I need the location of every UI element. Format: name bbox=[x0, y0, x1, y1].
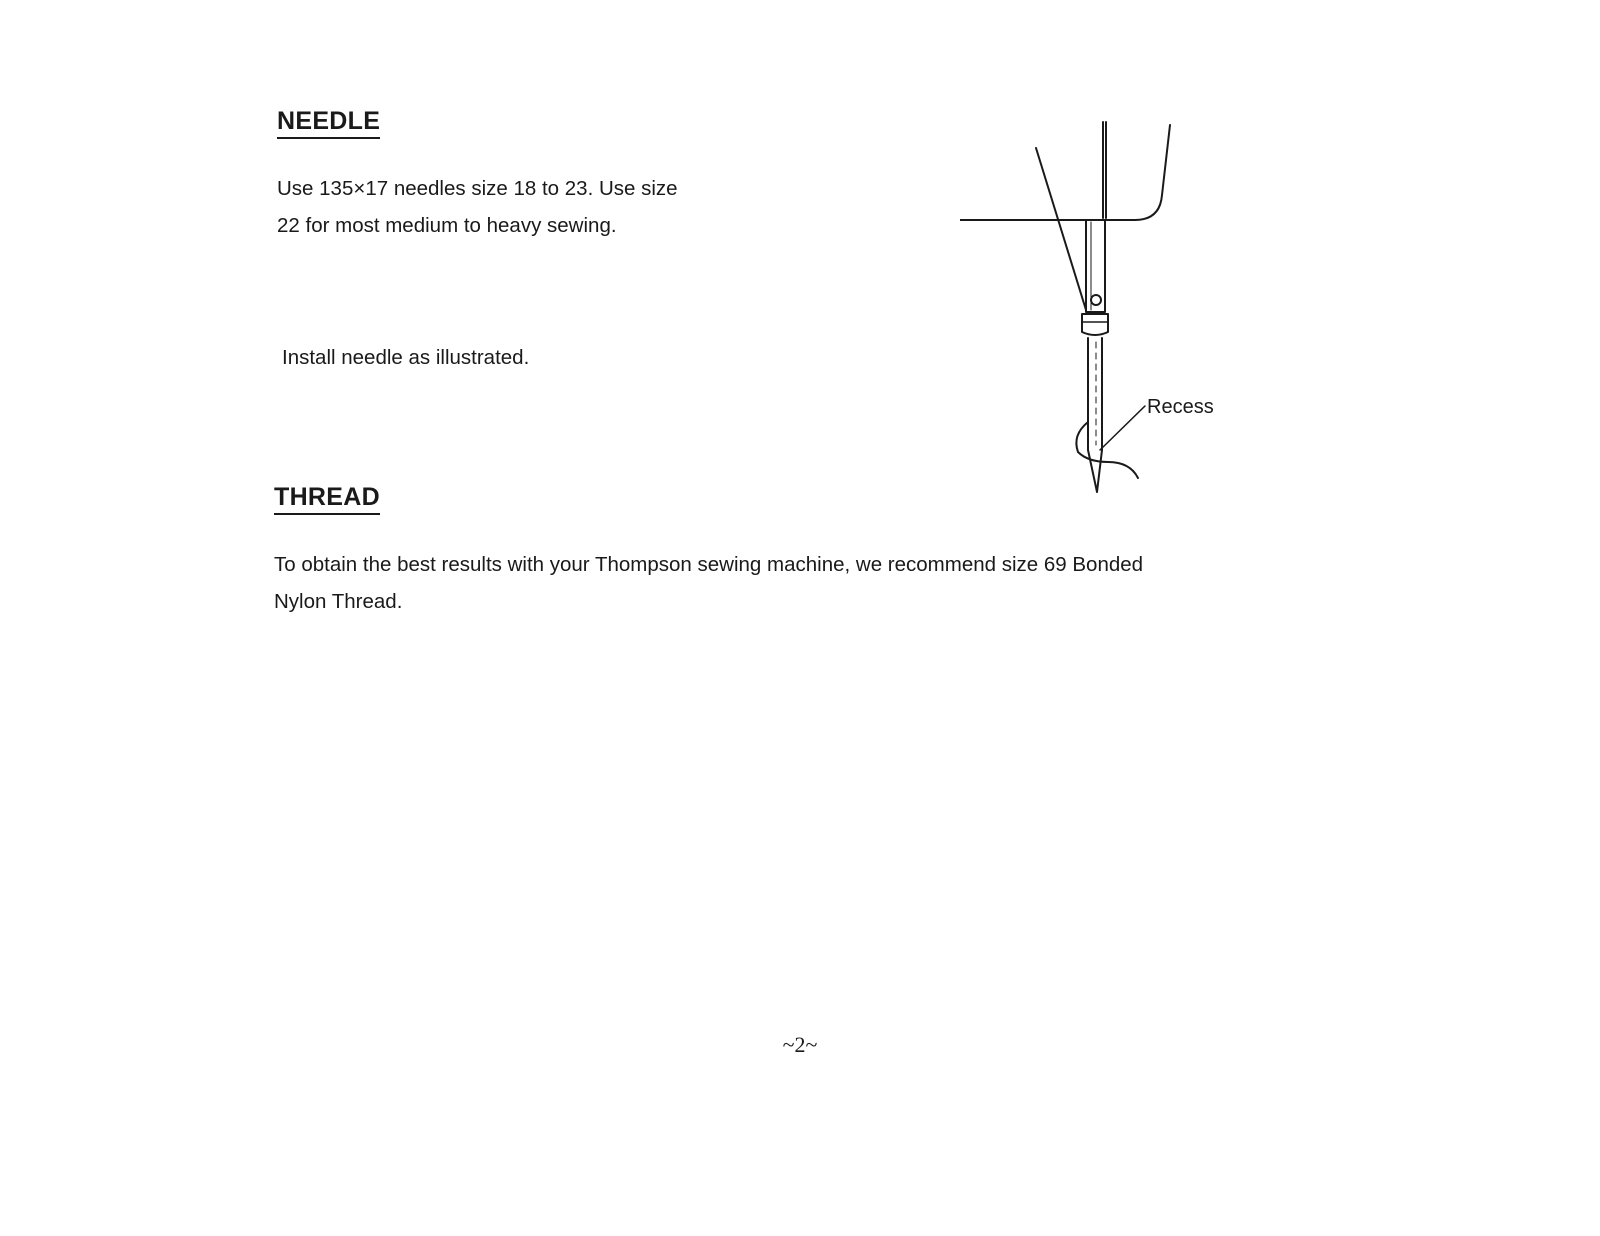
set-screw bbox=[1091, 295, 1101, 305]
recess-leader-line bbox=[1100, 406, 1145, 450]
thread-description bbox=[274, 546, 1274, 620]
thread-description-line-1: To obtain the best results with your Thompson sewing machine, we recommend size 69 Bonded bbox=[274, 553, 1144, 576]
clamp-nut bbox=[1082, 314, 1108, 335]
install-instruction: Install needle as illustrated. bbox=[282, 346, 530, 369]
recess-label: Recess bbox=[1147, 396, 1214, 418]
needle-point bbox=[1088, 450, 1102, 492]
thread-heading: THREAD bbox=[274, 484, 380, 515]
needle-heading: NEEDLE bbox=[277, 108, 380, 139]
needle-illustration bbox=[960, 110, 1240, 510]
thread-loop bbox=[1076, 422, 1138, 478]
needle-description-line-2: 22 for most medium to heavy sewing. bbox=[277, 214, 617, 237]
needle-description bbox=[277, 170, 797, 244]
thread-description-line-2: Nylon Thread. bbox=[274, 590, 403, 613]
thread-line bbox=[1036, 148, 1086, 310]
page-number: ~2~ bbox=[782, 1032, 818, 1057]
needle-clamp bbox=[1086, 220, 1105, 312]
machine-bed-line bbox=[960, 125, 1170, 220]
needle-description-line-1: Use 135×17 needles size 18 to 23. Use size bbox=[277, 177, 678, 200]
